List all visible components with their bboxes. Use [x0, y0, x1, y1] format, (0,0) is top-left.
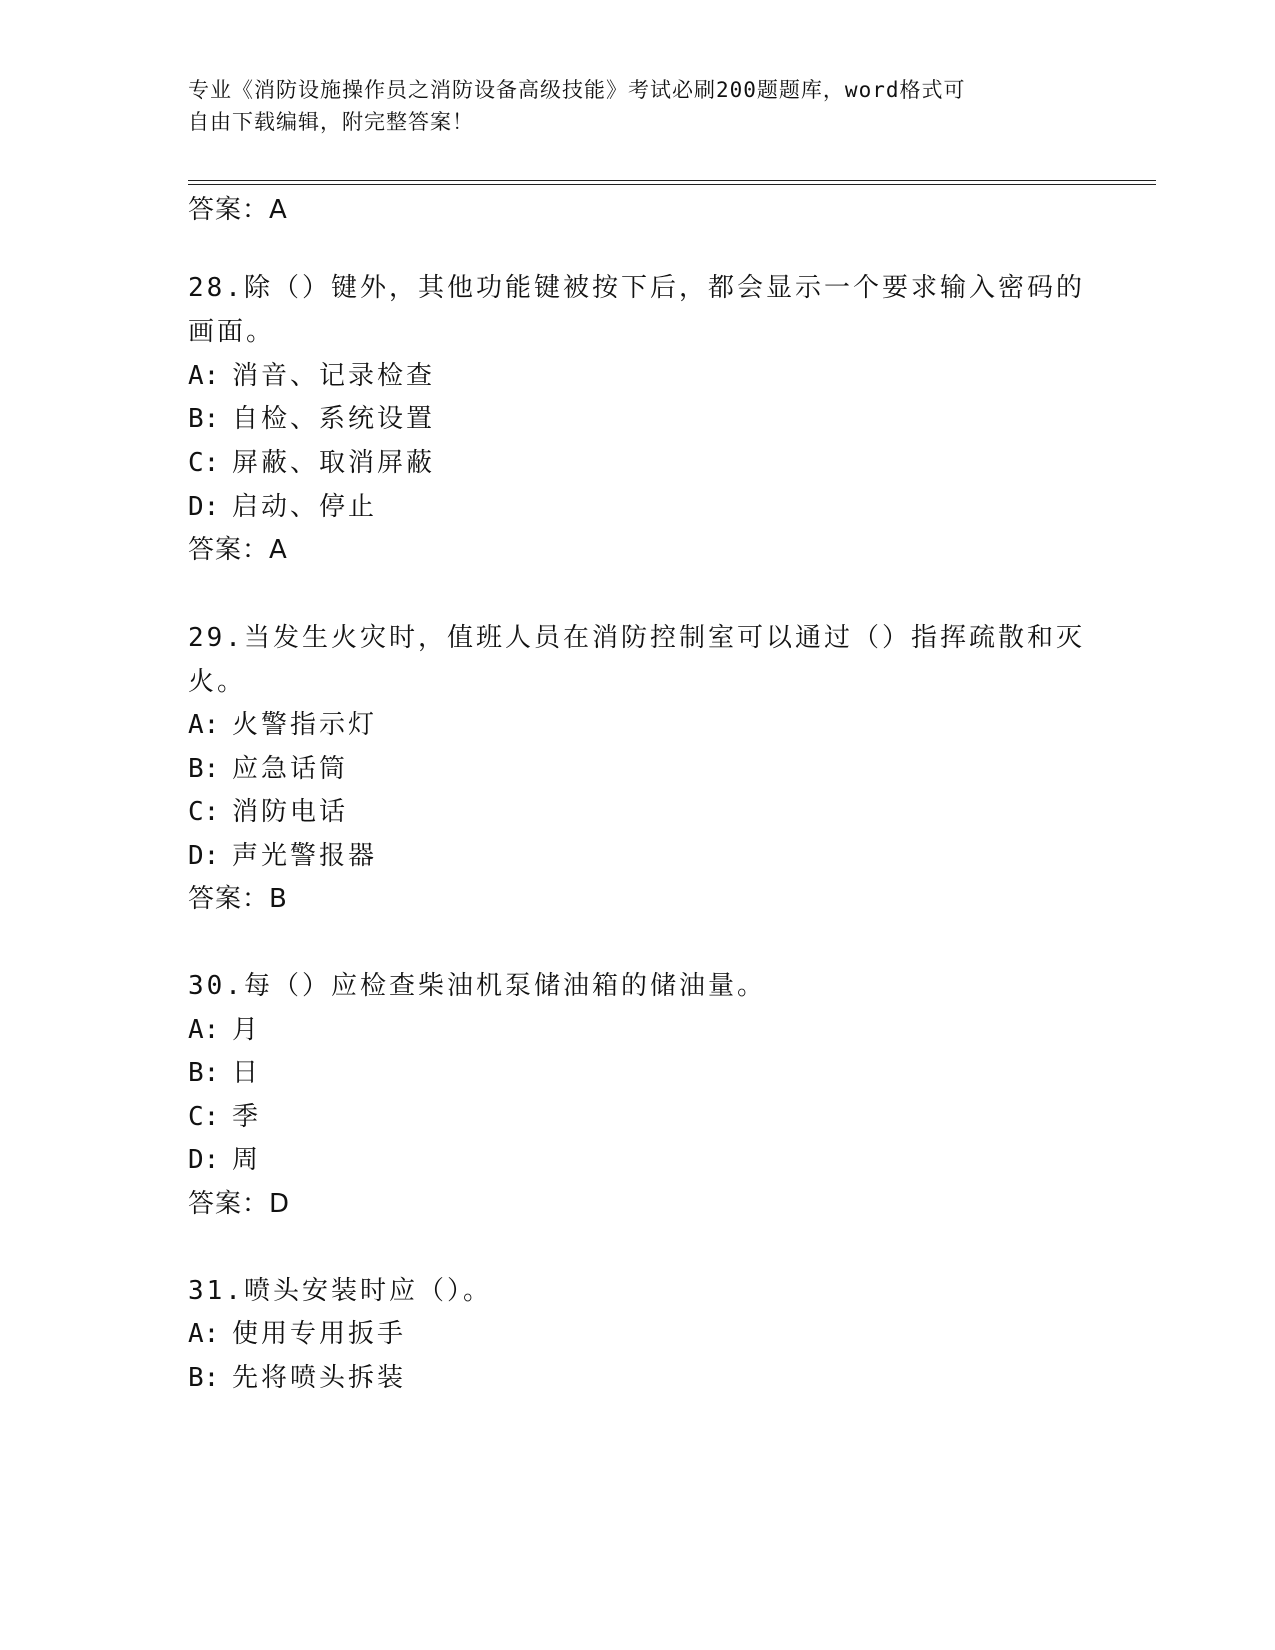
option-text: 应急话筒: [232, 754, 349, 784]
option-letter: B:: [188, 1058, 220, 1088]
question-29-option-d: [188, 839, 377, 873]
option-text: 自检、系统设置: [232, 404, 436, 434]
option-letter: B:: [188, 1363, 220, 1393]
question-28-option-d: [188, 490, 377, 524]
question-29-option-b: [188, 752, 348, 786]
option-text: 屏蔽、取消屏蔽: [232, 448, 436, 478]
question-28-stem-line-1: 28.除（）键外，其他功能键被按下后，都会显示一个要求输入密码的: [188, 273, 1085, 303]
option-letter: D:: [188, 841, 220, 871]
question-30-option-d: [188, 1143, 261, 1177]
previous-answer: 答案：A: [188, 195, 288, 225]
header-line-1: 专业《消防设施操作员之消防设备高级技能》考试必刷200题题库，word格式可: [188, 78, 966, 102]
question-28-option-a: [188, 359, 435, 393]
question-29-stem-line-1: 29.当发生火灾时，值班人员在消防控制室可以通过（）指挥疏散和灭: [188, 623, 1085, 653]
question-29-answer: 答案：B: [188, 884, 288, 914]
question-30-option-c: [188, 1100, 261, 1134]
option-text: 月: [232, 1015, 262, 1045]
option-text: 火警指示灯: [232, 710, 378, 740]
option-text: 消防电话: [232, 797, 349, 827]
question-30-option-a: [188, 1013, 261, 1047]
option-letter: B:: [188, 754, 220, 784]
question-29-option-a: [188, 708, 377, 742]
option-letter: D:: [188, 1145, 220, 1175]
option-letter: B:: [188, 404, 220, 434]
question-28-answer: 答案：A: [188, 535, 288, 565]
question-29-option-c: [188, 795, 348, 829]
question-31-option-a: [188, 1317, 406, 1351]
header-line-2: 自由下载编辑，附完整答案！: [188, 110, 474, 134]
question-29-stem-line-2: 火。: [188, 667, 247, 697]
option-letter: A:: [188, 361, 220, 391]
option-letter: A:: [188, 1319, 220, 1349]
header-divider: [188, 180, 1156, 181]
page-header: [188, 74, 1068, 138]
question-28-stem-line-2: 画面。: [188, 317, 276, 347]
option-text: 声光警报器: [232, 841, 378, 871]
option-letter: A:: [188, 1015, 220, 1045]
header-divider-second: [188, 184, 1156, 185]
option-letter: A:: [188, 710, 220, 740]
option-letter: D:: [188, 492, 220, 522]
option-letter: C:: [188, 1102, 220, 1132]
question-28-option-b: [188, 402, 435, 436]
option-text: 日: [232, 1058, 262, 1088]
option-text: 启动、停止: [232, 492, 378, 522]
option-text: 使用专用扳手: [232, 1319, 407, 1349]
question-28-option-c: [188, 446, 435, 480]
option-letter: C:: [188, 448, 220, 478]
option-text: 先将喷头拆装: [232, 1363, 407, 1393]
question-30-answer: 答案：D: [188, 1189, 291, 1219]
option-text: 周: [232, 1145, 262, 1175]
option-text: 消音、记录检查: [232, 361, 436, 391]
question-31-option-b: [188, 1361, 406, 1395]
question-30-option-b: [188, 1056, 261, 1090]
option-text: 季: [232, 1102, 262, 1132]
question-30-stem-line-1: 30.每（）应检查柴油机泵储油箱的储油量。: [188, 971, 766, 1001]
option-letter: C:: [188, 797, 220, 827]
question-31-stem-line-1: 31.喷头安装时应（）。: [188, 1276, 492, 1306]
